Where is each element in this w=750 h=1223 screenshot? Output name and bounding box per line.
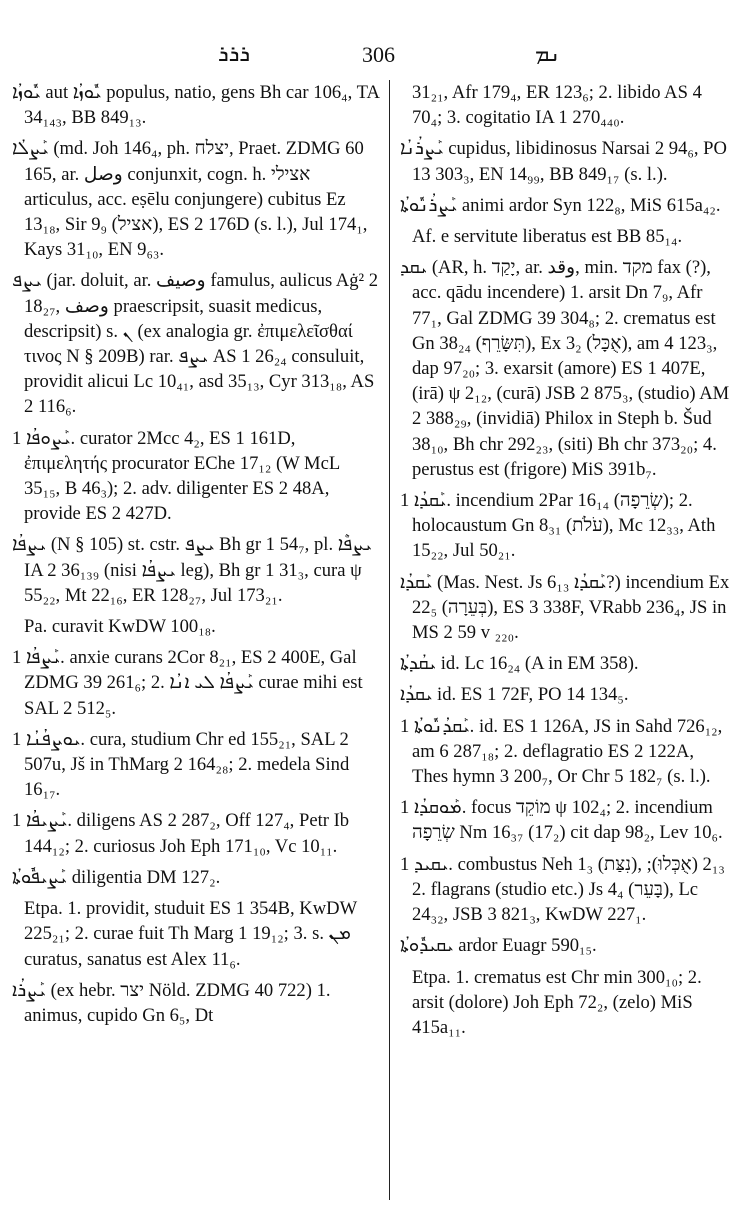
dictionary-entry: ܝܩܝܕ 1. combustus Neh 1₃ (נִצַּת), 2₁₃ (אֻכְּלוּ); 2. flagrans (studio etc.) Js 4₄ (בָּעֵר), Lc 24₃₂, JSB 3 821₃, KwDW 227₁. <box>400 853 725 926</box>
dictionary-entry: ܝܰܨܠܳܐ (md. Joh 146₄, ph. יצלח, Praet. ZDMG 60 165, ar. وصل conjunxit, cogn. h. אצילי articulus, acc. eṣēlu conjungere) cubitus Ez 13₁₈, Sir 9₉ (אציל), ES 2 176D (s. l.), Jul 174₁, Kays 31₁₀, EN 9₆₃. <box>12 138 368 261</box>
dictionary-entry: ܝܨܦ (jar. doluit, ar. وصيف famulus, aulicus Aġ² 2 18₂₇, وصف praescripsit, suasit medicus, descripsit) s. ܢ (ex analogia gr. ἐπιμελεῖσθαί τινος N § 209B) rar. ܝܨܦ AS 1 26₂₄ consuluit, providit alicui Lc 10₄₁, asd 35₁₃, Cyr 313₁₈, AS 2 116₆. <box>12 270 379 418</box>
header-right-syriac: ܢܡ <box>535 42 561 67</box>
dictionary-entry: ܝܽܘܙܳܐ aut ܝܽܘܙܳܐ populus, natio, gens Bh car 106₄, TA 34₁₄₃, BB 849₁₃. <box>12 82 379 129</box>
left-column <box>12 80 380 1034</box>
dictionary-entry: ܝܘܨܦܳܢܳܐ 1. cura, studium Chr ed 155₂₁, SAL 2 507u, Jš in ThMarg 2 164₂₈; 2. medela Sind 16₁₇. <box>12 728 350 801</box>
stem-heading: Etpa. 1. crematus est Chr min 300₁₀; 2. arsit (dolore) Joh Eph 72₂, (zelo) MiS 415a₁₁. <box>412 966 702 1038</box>
dictionary-entry: ܝܰܩܕܳܐ 1. incendium 2Par 16₁₄ (שְׂרֵפָה); 2. holocaustum Gn 8₃₁ (עֹלֹת), Mc 12₃₃, Ath 15₂₂, Jul 50₂₁. <box>400 490 716 562</box>
dictionary-entry: ܝܰܩܕܳܢܽܘܬܳܐ 1. id. ES 1 126A, JS in Sahd 726₁₂, am 6 287₁₈; 2. deflagratio ES 2 122A, Thes hymn 3 200₇, Or Chr 5 182₇ (s. l.). <box>400 715 723 788</box>
stem-heading: Etpa. 1. providit, studuit ES 1 354B, KwDW 225₂₁; 2. curae fuit Th Marg 1 19₁₂; 3. s. ܡܢ curatus, sanatus est Alex 11₆. <box>24 898 357 970</box>
dictionary-entry: ܝܩܳܕܬܳܐ id. Lc 16₂₄ (A in EM 358). <box>400 653 639 675</box>
dictionary-entry: ܝܰܩܕܳܐ (Mas. Nest. Js 6₁₃ ܝܰܩܕܳܐ?) incendium Ex 22₅ (בְּעֵרָה), ES 3 338F, VRabb 236₄, JS in MS 2 59 v ₂₂₀. <box>400 571 730 644</box>
dictionary-entry: ܝܰܨܦܳܐ 1. anxie curans 2Cor 8₂₁, ES 2 400E, Gal ZDMG 39 261₆; 2. ܝܰܨܦܳܐ ܠܝ ܐܢܳܐ curae mihi est SAL 2 512₅. <box>12 647 363 719</box>
dictionary-entry: ܝܰܨܝܦܳܐ 1. diligens AS 2 287₂, Off 127₄, Petr Ib 144₁₂; 2. curiosus Joh Eph 171₁₀, Vc 10₁₁. <box>12 810 350 857</box>
dictionary-entry-continued: 31₂₁, Afr 179₄, ER 123₆; 2. libido AS 4 70₄; 3. cogitatio IA 1 270₄₄₀. <box>412 82 702 129</box>
dictionary-entry: ܝܩܕܳܐ id. ES 1 72F, PO 14 134₅. <box>400 684 629 706</box>
page-number: 306 <box>362 42 395 67</box>
dictionary-entry: ܝܨܦܳܐ (N § 105) st. cstr. ܝܨܦ Bh gr 1 54₇, pl. ܝܨܦܶܐ IA 2 36₁₃₉ (nisi ܝܨܦܳܐ leg), Bh gr 1 31₃, cura ψ 55₂₂, Mt 22₁₆, ER 128₂₇, Jul 173₂₁. <box>12 534 372 606</box>
dictionary-entry: ܝܩܕ (AR, h. יָקַד, ar. وقد, min. מקד fax (?), acc. qādu incendere) 1. arsit Dn 7₉, Afr 77₁, Gal ZDMG 39 304₈; 2. crematus est Gn 38₂₄ (תִּשָּׂרֵף), Ex 3₂ (אֻכָּל), am 4 123₃, dap 97₂₀; 3. exarsit (amore) ES 1 407E, (irā) ψ 2₁₂, (curā) JSB 2 875₃, (studio) AM 2 388₂₉, (invidiā) Philox in Steph b. Šud 38₁₀, Bh chr 292₂₃, (siti) Bh chr 373₂₀; 4. perustus est (frigore) MiS 391b₇. <box>400 257 730 480</box>
page-header <box>0 42 750 72</box>
dictionary-entry: ܡܰܘܩܕܳܐ 1. focus מוֹקֵד ψ 102₄; 2. incendium שְׂרֵפָה Nm 16₃₇ (17₂) cit dap 98₂, Lev 10₆. <box>400 797 723 844</box>
dictionary-entry: ܝܩܝܕܽܘܬܳܐ ardor Euagr 590₁₅. <box>400 935 597 957</box>
stem-heading: Af. e servitute liberatus est BB 85₁₄. <box>412 226 683 248</box>
dictionary-entry: ܝܰܨܪܳܢܽܘܬܳܐ animi ardor Syn 122₈, MiS 615a₄₂. <box>400 194 721 216</box>
header-left-syriac: ܪܪܪ <box>218 42 251 67</box>
dictionary-entry: ܝܰܨܪܳܢܳܐ cupidus, libidinosus Narsai 2 94₆, PO 13 303₃, EN 14₉₉, BB 849₁₇ (s. l.). <box>400 138 727 185</box>
dictionary-entry: ܝܰܨܝܦܽܘܬܳܐ diligentia DM 127₂. <box>12 866 221 888</box>
stem-heading: Pa. curavit KwDW 100₁₈. <box>24 616 216 638</box>
right-column <box>400 80 730 1046</box>
column-divider <box>389 80 390 1200</box>
dictionary-entry: ܝܰܨܘܦܳܐ 1. curator 2Mcc 4₂, ES 1 161D, ἐπιμελητής procurator EChe 17₁₂ (W McL 35₁₅, B 46₃); 2. adv. diligenter ES 2 48A, provide ES 2 427D. <box>12 427 340 525</box>
dictionary-entry: ܝܰܨܪܳܐ (ex hebr. יצר Nöld. ZDMG 40 722) 1. animus, cupido Gn 6₅, Dt <box>12 979 331 1026</box>
